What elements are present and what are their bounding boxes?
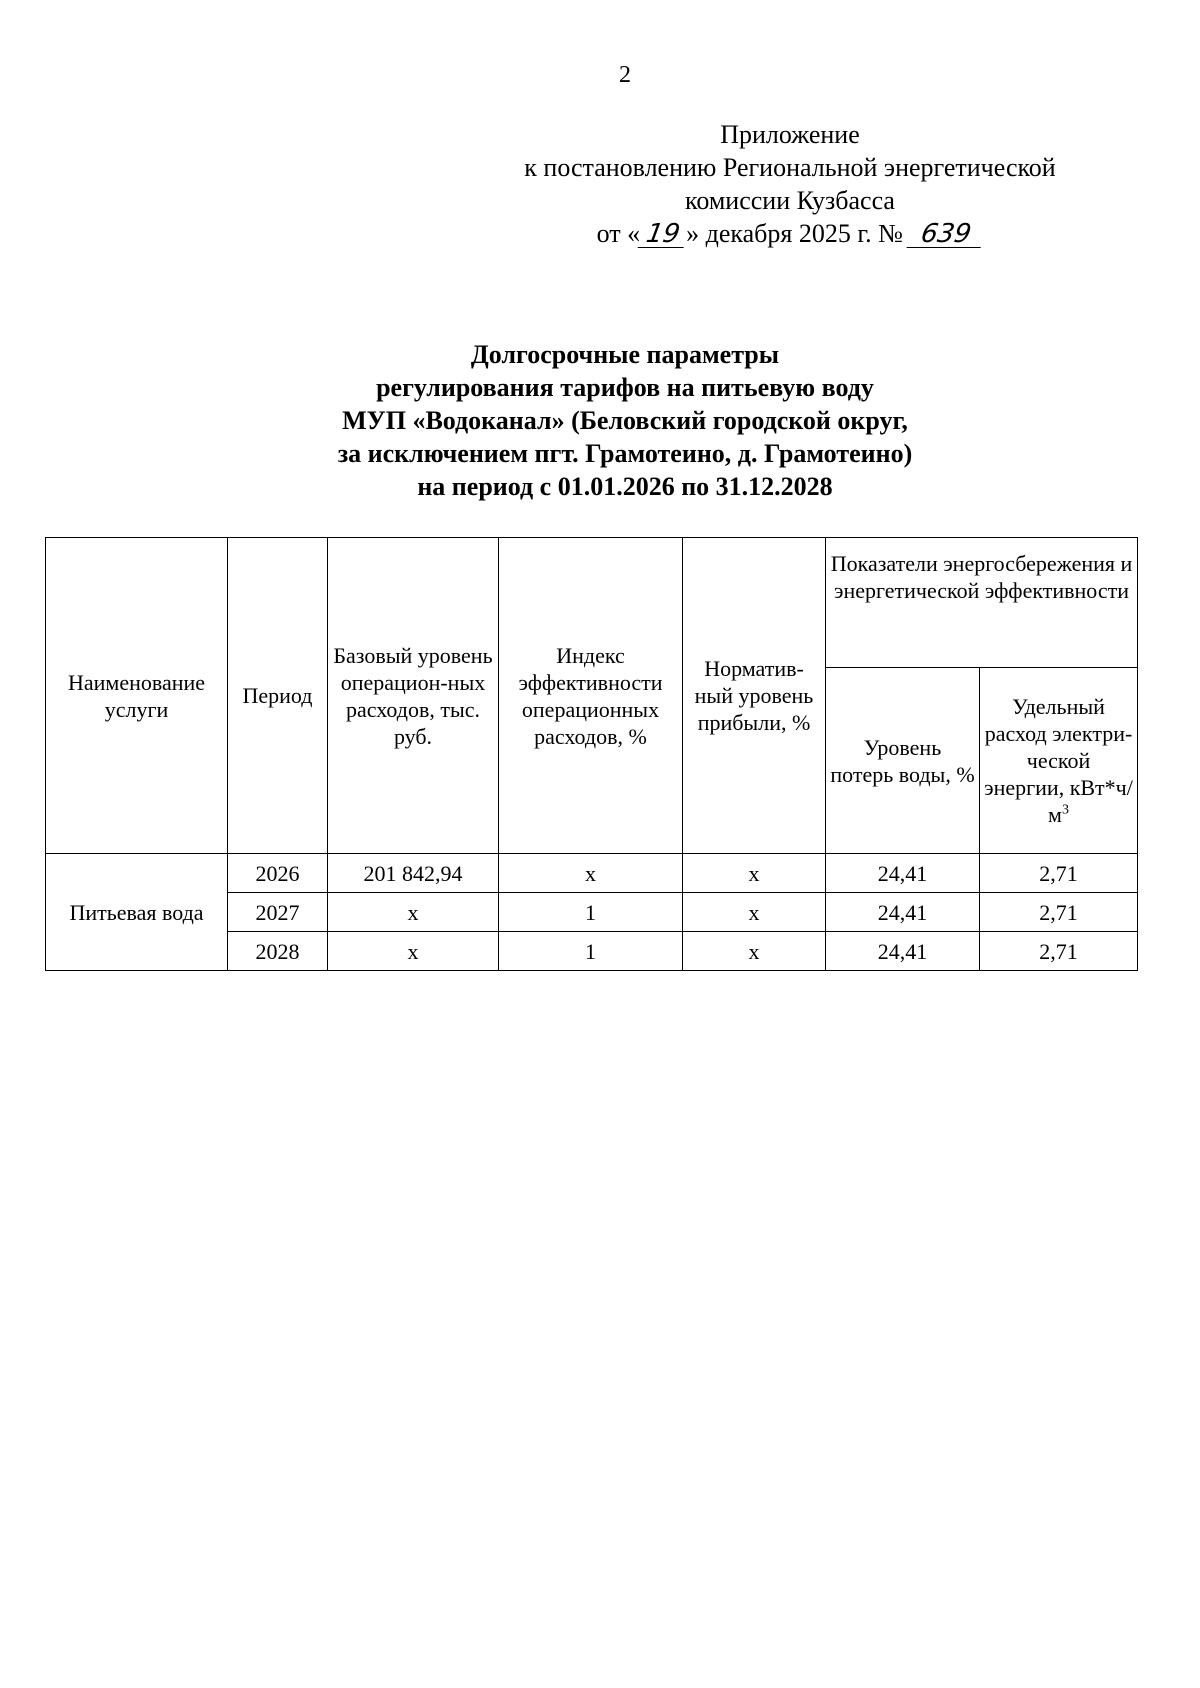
header-period: Период (228, 538, 328, 854)
title-line-3: МУП «Водоканал» (Беловский городской округ, (342, 406, 908, 435)
header-specific-consumption-text: Удельный расход электри-ческой энергии, кВт*ч/м (984, 694, 1133, 827)
efficiency-index-cell: 1 (499, 932, 683, 971)
base-level-cell: х (328, 932, 499, 971)
parameters-table (45, 537, 1138, 971)
specific-consumption-cell: 2,71 (980, 854, 1138, 893)
profit-level-cell: х (683, 893, 826, 932)
period-cell: 2028 (228, 932, 328, 971)
profit-level-cell: х (683, 854, 826, 893)
handwritten-number: 639 (907, 221, 986, 248)
header-profit-level: Норматив-ный уровень прибыли, % (683, 538, 826, 854)
header-water-loss: Уровень потерь воды, % (826, 668, 980, 854)
water-loss-cell: 24,41 (826, 893, 980, 932)
service-name-cell: Питьевая вода (46, 854, 228, 971)
header-energy-group: Показатели энергосбережения и энергетической эффективности (826, 538, 1138, 668)
date-middle: » декабря 2025 г. № (686, 219, 903, 248)
appendix-commission: комиссии Кузбасса (685, 186, 895, 215)
header-specific-consumption (980, 668, 1138, 854)
specific-consumption-cell: 2,71 (980, 932, 1138, 971)
title-line-5: на период с 01.01.2026 по 31.12.2028 (417, 472, 833, 501)
page-number: 2 (619, 62, 631, 88)
handwritten-day: 19 (638, 221, 689, 248)
title-line-4: за исключением пгт. Грамотеино, д. Грамотеино) (337, 439, 913, 468)
header-service: Наименование услуги (46, 538, 228, 854)
appendix-reference: к постановлению Региональной энергетической (524, 153, 1056, 182)
header-efficiency-index: Индекс эффективности операционных расходов, % (499, 538, 683, 854)
appendix-title: Приложение (720, 120, 860, 149)
efficiency-index-cell: 1 (499, 893, 683, 932)
header-base-level: Базовый уровень операцион-ных расходов, тыс. руб. (328, 538, 499, 854)
period-cell: 2026 (228, 854, 328, 893)
specific-consumption-cell: 2,71 (980, 893, 1138, 932)
appendix-date-line (470, 217, 1110, 250)
appendix-block (470, 118, 1110, 250)
title-line-1: Долгосрочные параметры (470, 340, 780, 369)
efficiency-index-cell: х (499, 854, 683, 893)
period-cell: 2027 (228, 893, 328, 932)
document-title (0, 338, 1200, 503)
base-level-cell: х (328, 893, 499, 932)
table-row (46, 854, 1138, 893)
water-loss-cell: 24,41 (826, 932, 980, 971)
profit-level-cell: х (683, 932, 826, 971)
base-level-cell: 201 842,94 (328, 854, 499, 893)
title-line-2: регулирования тарифов на питьевую воду (376, 373, 874, 402)
water-loss-cell: 24,41 (826, 854, 980, 893)
header-unit-superscript: 3 (1061, 802, 1069, 818)
date-prefix: от « (596, 219, 641, 248)
